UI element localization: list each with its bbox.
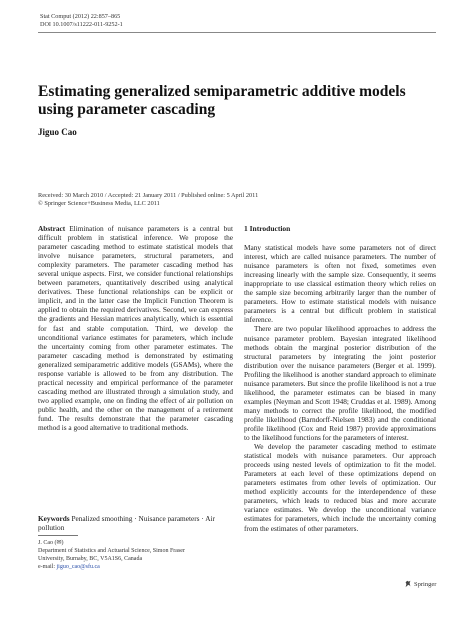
intro-paragraph-3: We develop the parameter cascading method to estimate statistical models with nuisance parameters. Our approach proceeds using nested levels of optimization to fit the model. Parameters at each level of these optimizations depend on parameters estimates from other levels of optimization. Our method explicitly accounts for the interdependence of these parameters, which leads to reduced bias and more accurate variance estimates. We develop the unconditional variance estimates for parameters, which include the uncertainty coming from the estimates of other parameters. [244, 442, 436, 533]
section-heading: 1 Introduction [244, 224, 291, 233]
footnote-rule [38, 535, 78, 536]
keywords-block [38, 514, 233, 532]
introduction-section [244, 224, 436, 533]
affiliation-name: J. Cao (✉) [38, 540, 64, 546]
author-name: Jiguo Cao [38, 127, 77, 137]
title-line-1: Estimating generalized semiparametric additive models [38, 83, 406, 100]
header-rule [38, 32, 436, 33]
email-label: e-mail: [38, 563, 55, 570]
publication-dates [38, 192, 258, 209]
doi: DOI 10.1007/s11222-011-9252-1 [40, 21, 123, 28]
title-line-2: using parameter cascading [38, 101, 216, 118]
publisher-name: Springer [414, 580, 437, 588]
journal-citation: Stat Comput (2012) 22:857–865 [40, 13, 121, 20]
copyright-line: © Springer Science+Business Media, LLC 2011 [38, 200, 160, 208]
affiliation-line-1: Department of Statistics and Actuarial Science, Simon Fraser [38, 547, 185, 554]
keywords-label: Keywords [38, 514, 70, 523]
intro-paragraph-2: There are two popular likelihood approaches to address the nuisance parameter problem. Bayesian integrated likelihood methods obtain the marginal posterior distribution of the structural parameters by integrating the joint posterior distribution over the nuisance parameters (Berger et al. 1999). Profiling the likelihood is another standard approach to eliminate nuisance parameters. But since the profile likelihood is not a true likelihood, the parameter estimates can be biased in many examples (Neyman and Scott 1948; Cruddas et al. 1989). Among many methods to correct the profile likelihood, the modified profile likelihood (Barndorff-Nielsen 1983) and the conditional profile likelihood (Cox and Reid 1987) provide approximations to the likelihood functions for the parameters of interest. [244, 324, 436, 443]
springer-horse-icon [404, 580, 412, 588]
author-affiliation [38, 540, 238, 572]
paper-title [38, 83, 418, 119]
email-link[interactable]: jiguo_cao@sfu.ca [56, 563, 100, 570]
abstract-block [38, 224, 233, 432]
keywords-text: Penalized smoothing · Nuisance parameters · Air pollution [38, 514, 215, 533]
running-header [40, 13, 123, 29]
dates-line: Received: 30 March 2010 / Accepted: 21 January 2011 / Published online: 5 April 2011 [38, 192, 259, 199]
intro-paragraph-1: Many statistical models have some parameters not of direct interest, which are called nuisance parameters. The number of nuisance parameters is often not fixed, sometimes even increasing linearly with the sample size. Consequently, it seems inappropriate to use classical estimation theory which relies on the sample size becoming arbitrarily larger than the number of parameters. How to estimate statistical models with nuisance parameters is a central but difficult problem in statistical inference. [244, 243, 436, 325]
affiliation-email-row [38, 564, 238, 572]
abstract-label: Abstract [38, 224, 66, 233]
abstract-text: Elimination of nuisance parameters is a central but difficult problem in statistical inference. We propose the parameter cascading method to estimate statistical models that involve nuisance parameters, structural parameters, and complexity parameters. The parameter cascading method has several unique aspects. First, we consider functional relationships between parameters, quantitatively described using analytical derivatives. These functional relationships can be explicit or implicit, and in the latter case the Implicit Function Theorem is applied to obtain the required derivatives. Second, we can express the gradients and Hessian matrices analytically, which is essential for fast and stable computation. Third, we develop the unconditional variance estimates for parameters, which include the uncertainty coming from other parameter estimates. The parameter cascading method is demonstrated by estimating generalized semiparametric additive models (GSAMs), where the response variable is allowed to be from any distribution. The practical necessity and empirical performance of the parameter cascading method are illustrated through a simulation study, and two applied example, one on finding the effect of air pollution on public health, and the other on the management of a retirement fund. The results demonstrate that the parameter cascading method is a good alternative to traditional methods. [38, 224, 233, 433]
affiliation-line-2: University, Burnaby, BC, V5A1S6, Canada [38, 555, 143, 562]
publisher-logo [404, 580, 436, 588]
